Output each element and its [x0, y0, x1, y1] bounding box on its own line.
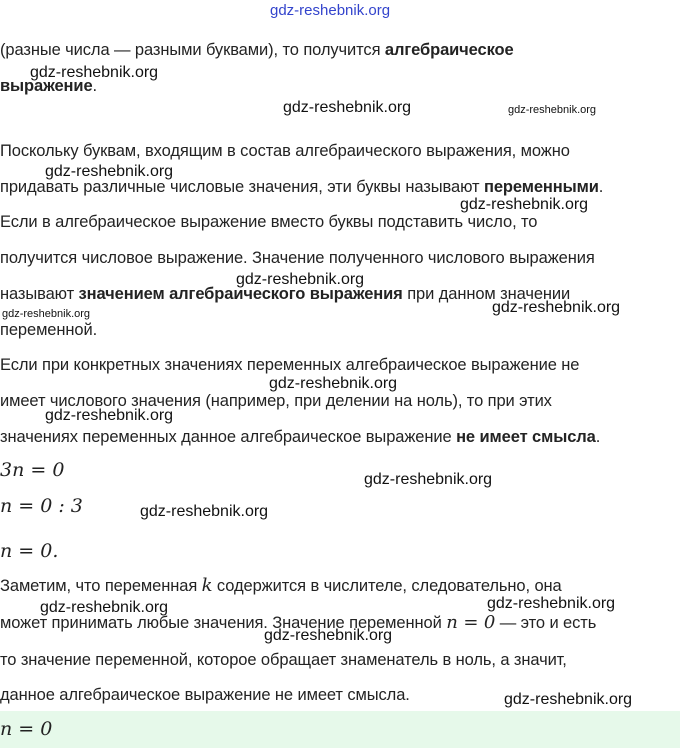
answer-equation: n = 0: [0, 718, 53, 740]
inline-variable: k: [201, 575, 213, 596]
equation-3: n = 0.: [0, 540, 59, 562]
watermark: gdz-reshebnik.org: [140, 503, 269, 520]
text-fragment: .: [92, 77, 98, 95]
text-fragment: значениях переменных данное алгебраическое выражение: [0, 428, 457, 446]
text-line-1: [0, 40, 514, 60]
text-line-11: [0, 427, 600, 447]
text-fragment: при данном значении: [402, 285, 571, 303]
watermark: gdz-reshebnik.org: [30, 64, 159, 81]
watermark: gdz-reshebnik.org: [236, 271, 365, 288]
text-line-6: получится числовое выражение. Значение полученного числового выражения: [0, 249, 595, 267]
watermark-top: gdz-reshebnik.org: [270, 2, 391, 19]
text-fragment: содержится в числителе, следовательно, она: [212, 577, 562, 595]
term-bold: алгебраическое: [384, 41, 514, 59]
equation-1: 3n = 0: [0, 459, 65, 481]
watermark: gdz-reshebnik.org: [460, 196, 589, 213]
term-bold: не имеет смысла: [456, 428, 596, 446]
text-line-8: переменной.: [0, 321, 98, 339]
text-fragment: Заметим, что переменная: [0, 577, 202, 595]
text-line-12: [0, 576, 562, 596]
watermark: gdz-reshebnik.org: [504, 691, 633, 708]
watermark: gdz-reshebnik.org: [2, 308, 91, 320]
watermark: gdz-reshebnik.org: [487, 595, 616, 612]
text-fragment: — это и есть: [495, 614, 597, 632]
text-fragment: называют: [0, 285, 79, 303]
watermark: gdz-reshebnik.org: [492, 299, 621, 316]
text-line-3: Поскольку буквам, входящим в состав алгебраического выражения, можно: [0, 142, 570, 160]
text-fragment: .: [595, 428, 601, 446]
text-fragment: может принимать любые значения. Значение переменной: [0, 614, 447, 632]
text-line-5: Если в алгебраическое выражение вместо буквы подставить число, то: [0, 213, 538, 231]
watermark: gdz-reshebnik.org: [283, 99, 412, 116]
answer-box: [0, 711, 680, 748]
watermark: gdz-reshebnik.org: [508, 104, 597, 116]
text-line-15: данное алгебраическое выражение не имеет смысла.: [0, 686, 410, 704]
text-line-14: то значение переменной, которое обращает знаменатель в ноль, а значит,: [0, 651, 567, 669]
text-fragment: придавать различные числовые значения, эти буквы называют: [0, 178, 484, 196]
watermark: gdz-reshebnik.org: [45, 407, 174, 424]
term-bold: переменными: [483, 178, 599, 196]
inline-math: n = 0: [446, 612, 496, 633]
text-line-9: Если при конкретных значениях переменных алгебраическое выражение не: [0, 356, 580, 374]
watermark: gdz-reshebnik.org: [364, 471, 493, 488]
watermark: gdz-reshebnik.org: [45, 163, 174, 180]
watermark: gdz-reshebnik.org: [269, 375, 398, 392]
text-fragment: (разные числа — разными буквами), то получится: [0, 41, 385, 59]
watermark: gdz-reshebnik.org: [264, 627, 393, 644]
text-line-10: имеет числового значения (например, при делении на ноль), то при этих: [0, 392, 552, 410]
term-bold: значением алгебраического выражения: [78, 285, 403, 303]
text-fragment: .: [598, 178, 604, 196]
equation-2: n = 0 : 3: [0, 495, 83, 517]
term-bold: выражение: [0, 77, 93, 95]
watermark: gdz-reshebnik.org: [40, 599, 169, 616]
